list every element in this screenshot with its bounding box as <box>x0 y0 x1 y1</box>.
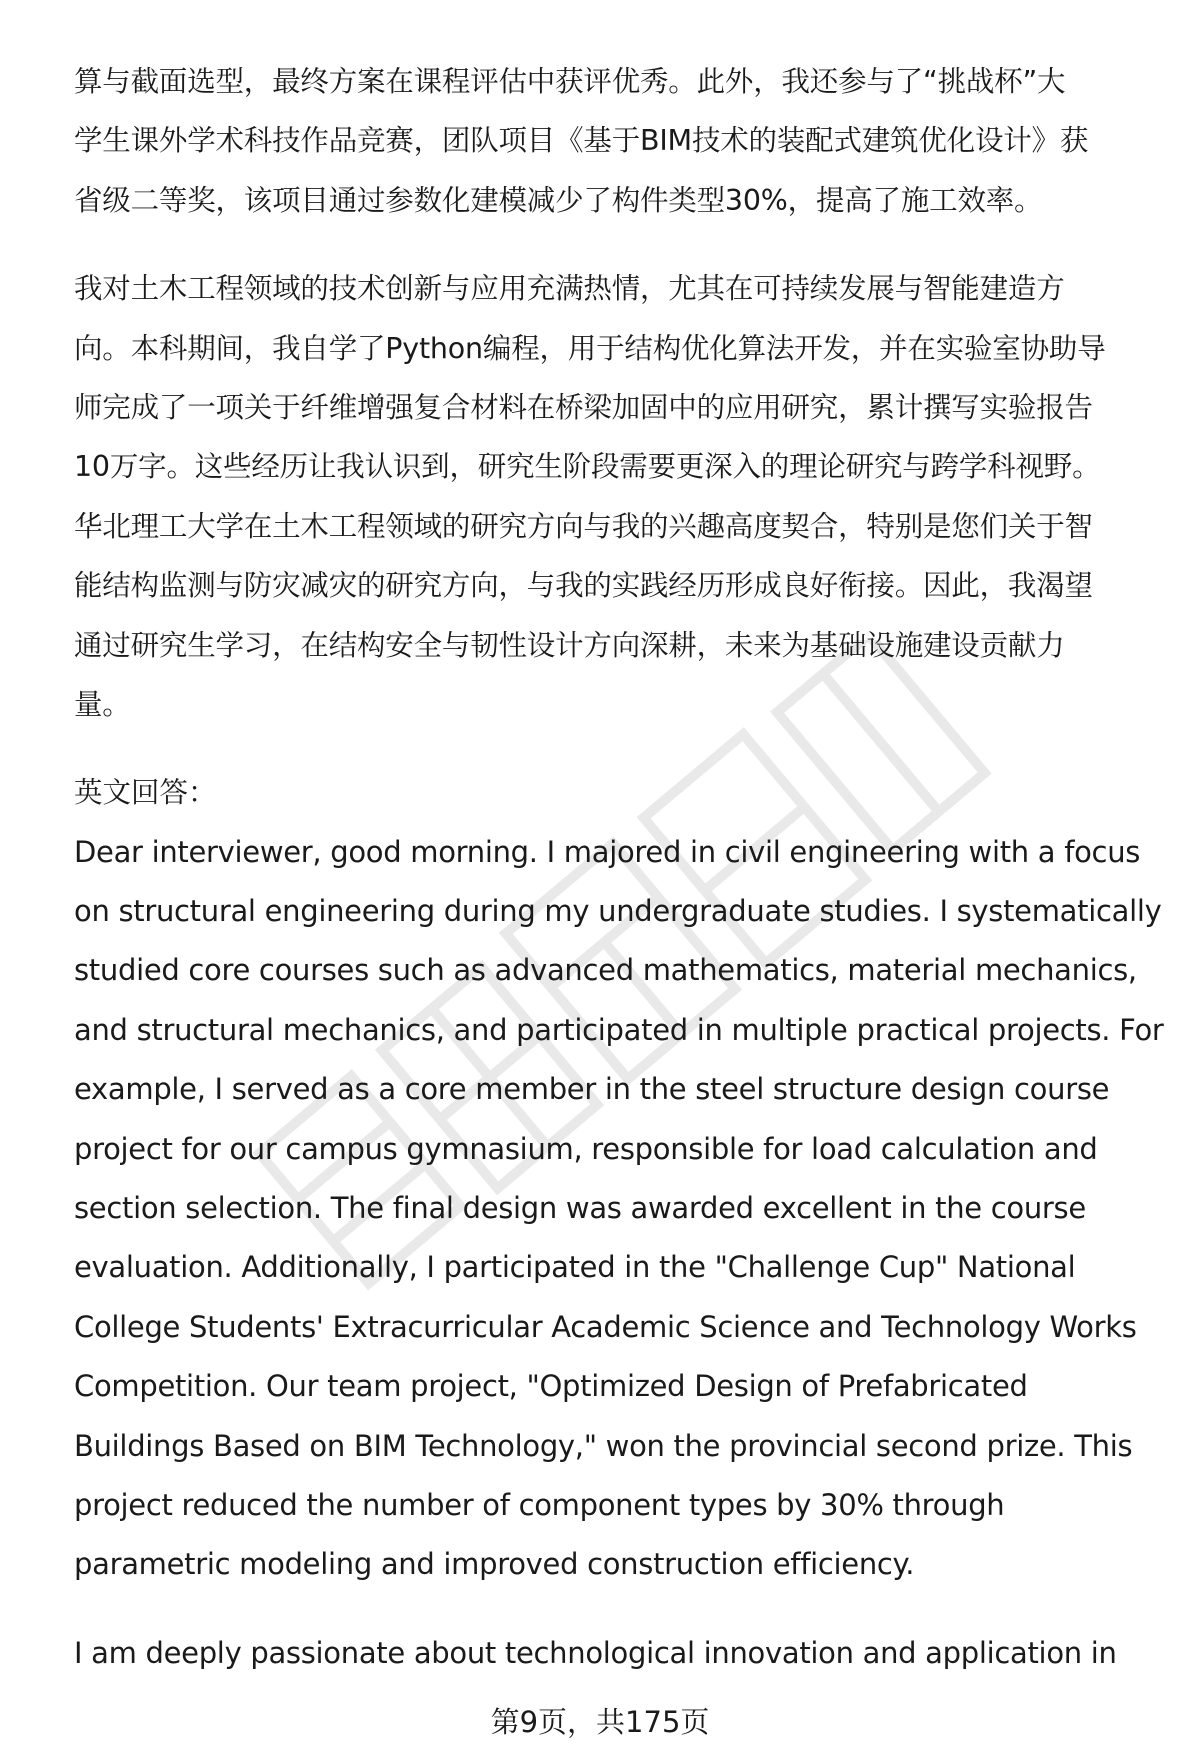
text-line: 10万字。这些经历让我认识到，研究生阶段需要更深入的理论研究与跨学科视野。 <box>74 450 1101 484</box>
text-line: 师完成了一项关于纤维增强复合材料在桥梁加固中的应用研究，累计撰写实验报告 <box>74 390 1093 424</box>
text-line: Competition. Our team project, "Optimized Design of Prefabricated <box>74 1369 1028 1404</box>
paragraph-cn-2 <box>74 259 1164 734</box>
text-line: I am deeply passionate about technological innovation and application in <box>74 1635 1117 1670</box>
text-line: College Students' Extracurricular Academic Science and Technology Works <box>74 1309 1137 1344</box>
text-line: 省级二等奖，该项目通过参数化建模减少了构件类型30%，提高了施工效率。 <box>74 183 1043 217</box>
text-line: 通过研究生学习，在结构安全与韧性设计方向深耕，未来为基础设施建设贡献力 <box>74 628 1065 662</box>
english-answer-label: 英文回答： <box>74 776 217 810</box>
text-line: project reduced the number of component types by 30% through <box>74 1487 1005 1522</box>
text-line: section selection. The final design was awarded excellent in the course <box>74 1191 1086 1226</box>
text-line: studied core courses such as advanced mathematics, material mechanics, <box>74 953 1137 988</box>
text-line: 向。本科期间，我自学了Python编程，用于结构优化算法开发，并在实验室协助导 <box>74 331 1106 365</box>
page-number-footer: 第9页，共175页 <box>490 1705 710 1739</box>
text-line: on structural engineering during my undergraduate studies. I systematically <box>74 894 1162 929</box>
text-line: and structural mechanics, and participated in multiple practical projects. For <box>74 1012 1164 1047</box>
text-line: 华北理工大学在土木工程领域的研究方向与我的兴趣高度契合，特别是您们关于智 <box>74 509 1093 543</box>
paragraph-gap <box>74 230 1164 259</box>
text-line: parametric modeling and improved construction efficiency. <box>74 1547 915 1582</box>
paragraph-gap <box>74 1595 1164 1624</box>
text-line: Dear interviewer, good morning. I majored in civil engineering with a focus <box>74 834 1141 869</box>
text-line: example, I served as a core member in the steel structure design course <box>74 1072 1110 1107</box>
text-line: Buildings Based on BIM Technology," won the provincial second prize. This <box>74 1428 1133 1463</box>
text-line: 量。 <box>74 687 131 721</box>
text-line: project for our campus gymnasium, responsible for load calculation and <box>74 1131 1098 1166</box>
text-line: 学生课外学术科技作品竞赛，团队项目《基于BIM技术的装配式建筑优化设计》获 <box>74 124 1089 158</box>
text-line: 能结构监测与防灾减灾的研究方向，与我的实践经历形成良好衔接。因此，我渴望 <box>74 569 1093 603</box>
paragraph-en-2 <box>74 1624 1164 1683</box>
text-line: 我对土木工程领域的技术创新与应用充满热情，尤其在可持续发展与智能建造方 <box>74 272 1065 306</box>
text-line: evaluation. Additionally, I participated in the "Challenge Cup" National <box>74 1250 1076 1285</box>
paragraph-en-1 <box>74 823 1164 1595</box>
paragraph-cn-1 <box>74 52 1164 230</box>
paragraph-gap <box>74 734 1164 763</box>
text-line: 算与截面选型，最终方案在课程评估中获评优秀。此外，我还参与了“挑战杯”大 <box>74 65 1066 98</box>
document-page <box>74 52 1164 1683</box>
